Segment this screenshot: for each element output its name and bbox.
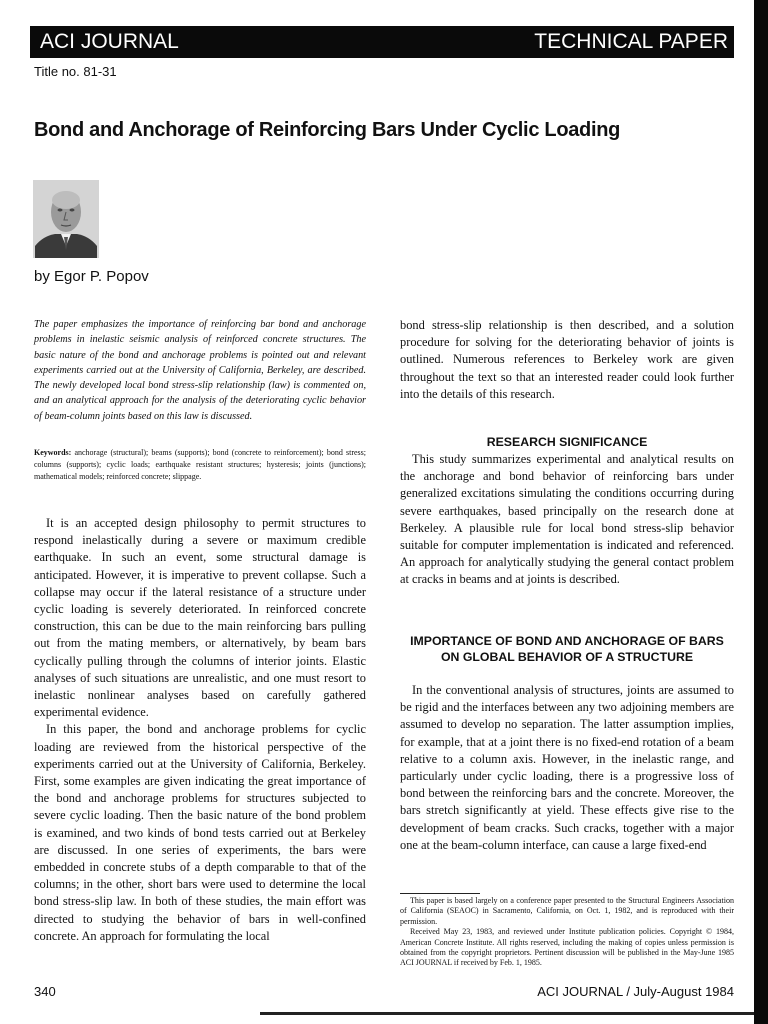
paragraph: In this paper, the bond and anchorage problems for cyclic loading are reviewed from the historical perspective of the experiments carried out at the University of California, Berkeley. First, some examples are given indicating the great importance of the bond and anchorage problems for structures subjected to severe cyclic loading. Then the basic nature of the bond problem is examined, and two kinds of bond tests carried out at Berkeley are discussed. In one series of experiments, the bars were embedded in concrete stubs of a depth comparable to that of the columns; in the other, short bars were used to determine the local bond stress-slip law. In both of these studies, the main effort was directed to studying the behavior of bars in well-confined concrete. An approach for formulating the local <box>34 722 366 943</box>
bottom-rule <box>260 1012 754 1015</box>
journal-name: ACI JOURNAL <box>40 30 179 53</box>
page-number: 340 <box>34 984 56 999</box>
importance-body <box>400 682 734 854</box>
paragraph: It is an accepted design philosophy to permit structures to respond inelastically during a severe or maximum credible earthquake. In such an event, some structural damage is anticipated. However, it is imperative to prevent collapse. Such a collapse may occur if the lateral resistance of a structure under cyclic loading is severely deteriorated. In reinforced concrete construction, this can be due to the main reinforcing bars pulling out from the mating members, or alternatively, by beam bars cyclically pulling through the columns of interior joints. Elastic analyses of such situations are unrealistic, and one must resort to inelastic nonlinear analyses based on carefully gathered experimental evidence. <box>34 516 366 720</box>
section-heading-importance: IMPORTANCE OF BOND AND ANCHORAGE OF BARS ON GLOBAL BEHAVIOR OF A STRUCTURE <box>410 634 724 664</box>
author-byline: by Egor P. Popov <box>34 268 149 285</box>
paper-type: TECHNICAL PAPER <box>534 30 728 53</box>
keywords-text: anchorage (structural); beams (supports); bond (concrete to reinforcement); bond stress; columns (supports); cyclic loads; earthquake resistant structures; hysteresis; joints (junctions); mathematical models; reinforced concrete; slippage. <box>34 448 366 481</box>
paragraph: bond stress-slip relationship is then described, and a solution procedure for solving for the deteriorating behavior of joints is outlined. Numerous references to Berkeley work are given throughout the text so that an interested reader could look further into the details of this research. <box>400 318 734 401</box>
keywords <box>34 447 366 483</box>
right-column-intro <box>400 317 734 403</box>
scan-edge <box>754 0 768 1024</box>
author-photo <box>33 180 99 258</box>
footnote-rule <box>400 893 480 894</box>
title-number: Title no. 81-31 <box>34 64 117 79</box>
paragraph: This study summarizes experimental and analytical results on the anchorage and bond behavior of reinforcing bars under generalized excitations simulating the conditions occurring during severe earthquakes, based principally on the research done at Berkeley. A plausible rule for local bond stress-slip behavior suitable for computer implementation is indicated and referenced. An approach for analytically studying the general contact problem at cracks in beams and at joints is described. <box>400 452 734 587</box>
left-column-body <box>34 515 366 945</box>
section-heading-research-significance: RESEARCH SIGNIFICANCE <box>486 435 648 449</box>
paragraph: In the conventional analysis of structures, joints are assumed to be rigid and the interfaces between any two adjoining members are assumed to develop no separation. The latter assumption implies, for example, that at a joint there is no fixed-end rotation of a beam relative to a column axis. However, in the inelastic range, and particularly under cyclic loading, there is a progressive loss of bond between the reinforcing bars and the concrete. Moreover, the bars stretch significantly at yield. These effects give rise to the development of beam cracks. Such cracks, together with a major one at the beam-column interface, can cause a large fixed-end <box>400 683 734 852</box>
running-footer: ACI JOURNAL / July-August 1984 <box>537 984 734 999</box>
footnote-paragraph: This paper is based largely on a conference paper presented to the Structural Engineers Association of California (SEAOC) in Sacramento, California, on Oct. 1, 1982, and is reproduced with their permission. <box>400 896 734 926</box>
abstract: The paper emphasizes the importance of reinforcing bar bond and anchorage problems in inelastic seismic analysis of reinforced concrete structures. The basic nature of the bond and anchorage problems is pointed out and relevant experiments carried out at the University of California, Berkeley, are described. The newly developed local bond stress-slip relationship (law) is commented on, and an analytical approach for the analysis of the deteriorating cyclic behavior of beam-column joints based on this law is discussed. <box>34 319 366 422</box>
paper-title: Bond and Anchorage of Reinforcing Bars Under Cyclic Loading <box>34 119 621 141</box>
journal-banner <box>30 26 734 58</box>
research-significance-body <box>400 451 734 589</box>
footnote <box>400 896 734 969</box>
footnote-paragraph: Received May 23, 1983, and reviewed under Institute publication policies. Copyright © 1984, American Concrete Institute. All rights reserved, including the making of copies unless permission is obtained from the copyright proprietors. Pertinent discussion will be published in the May-June 1985 ACI JOURNAL if received by Feb. 1, 1985. <box>400 927 734 968</box>
keywords-label: Keywords: <box>34 448 72 457</box>
